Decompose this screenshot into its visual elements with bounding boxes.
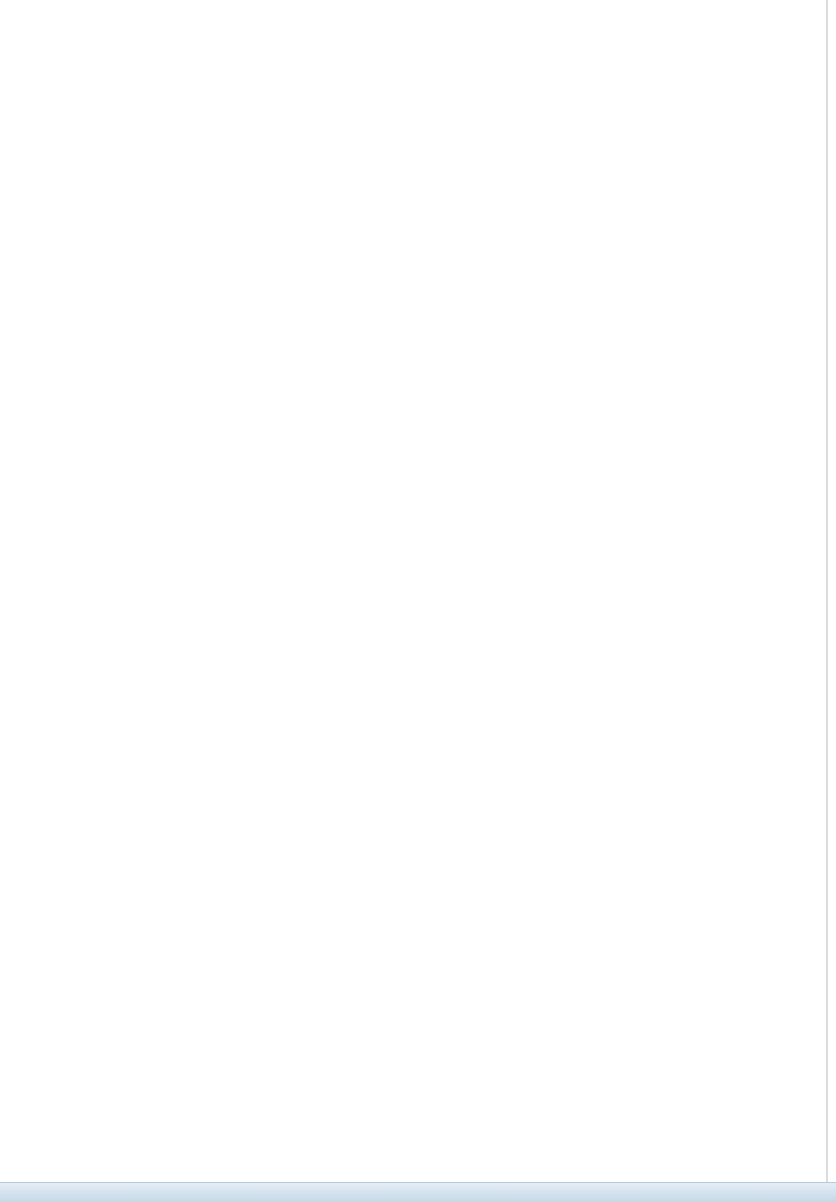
viewer-bottom-bar <box>0 1182 836 1201</box>
